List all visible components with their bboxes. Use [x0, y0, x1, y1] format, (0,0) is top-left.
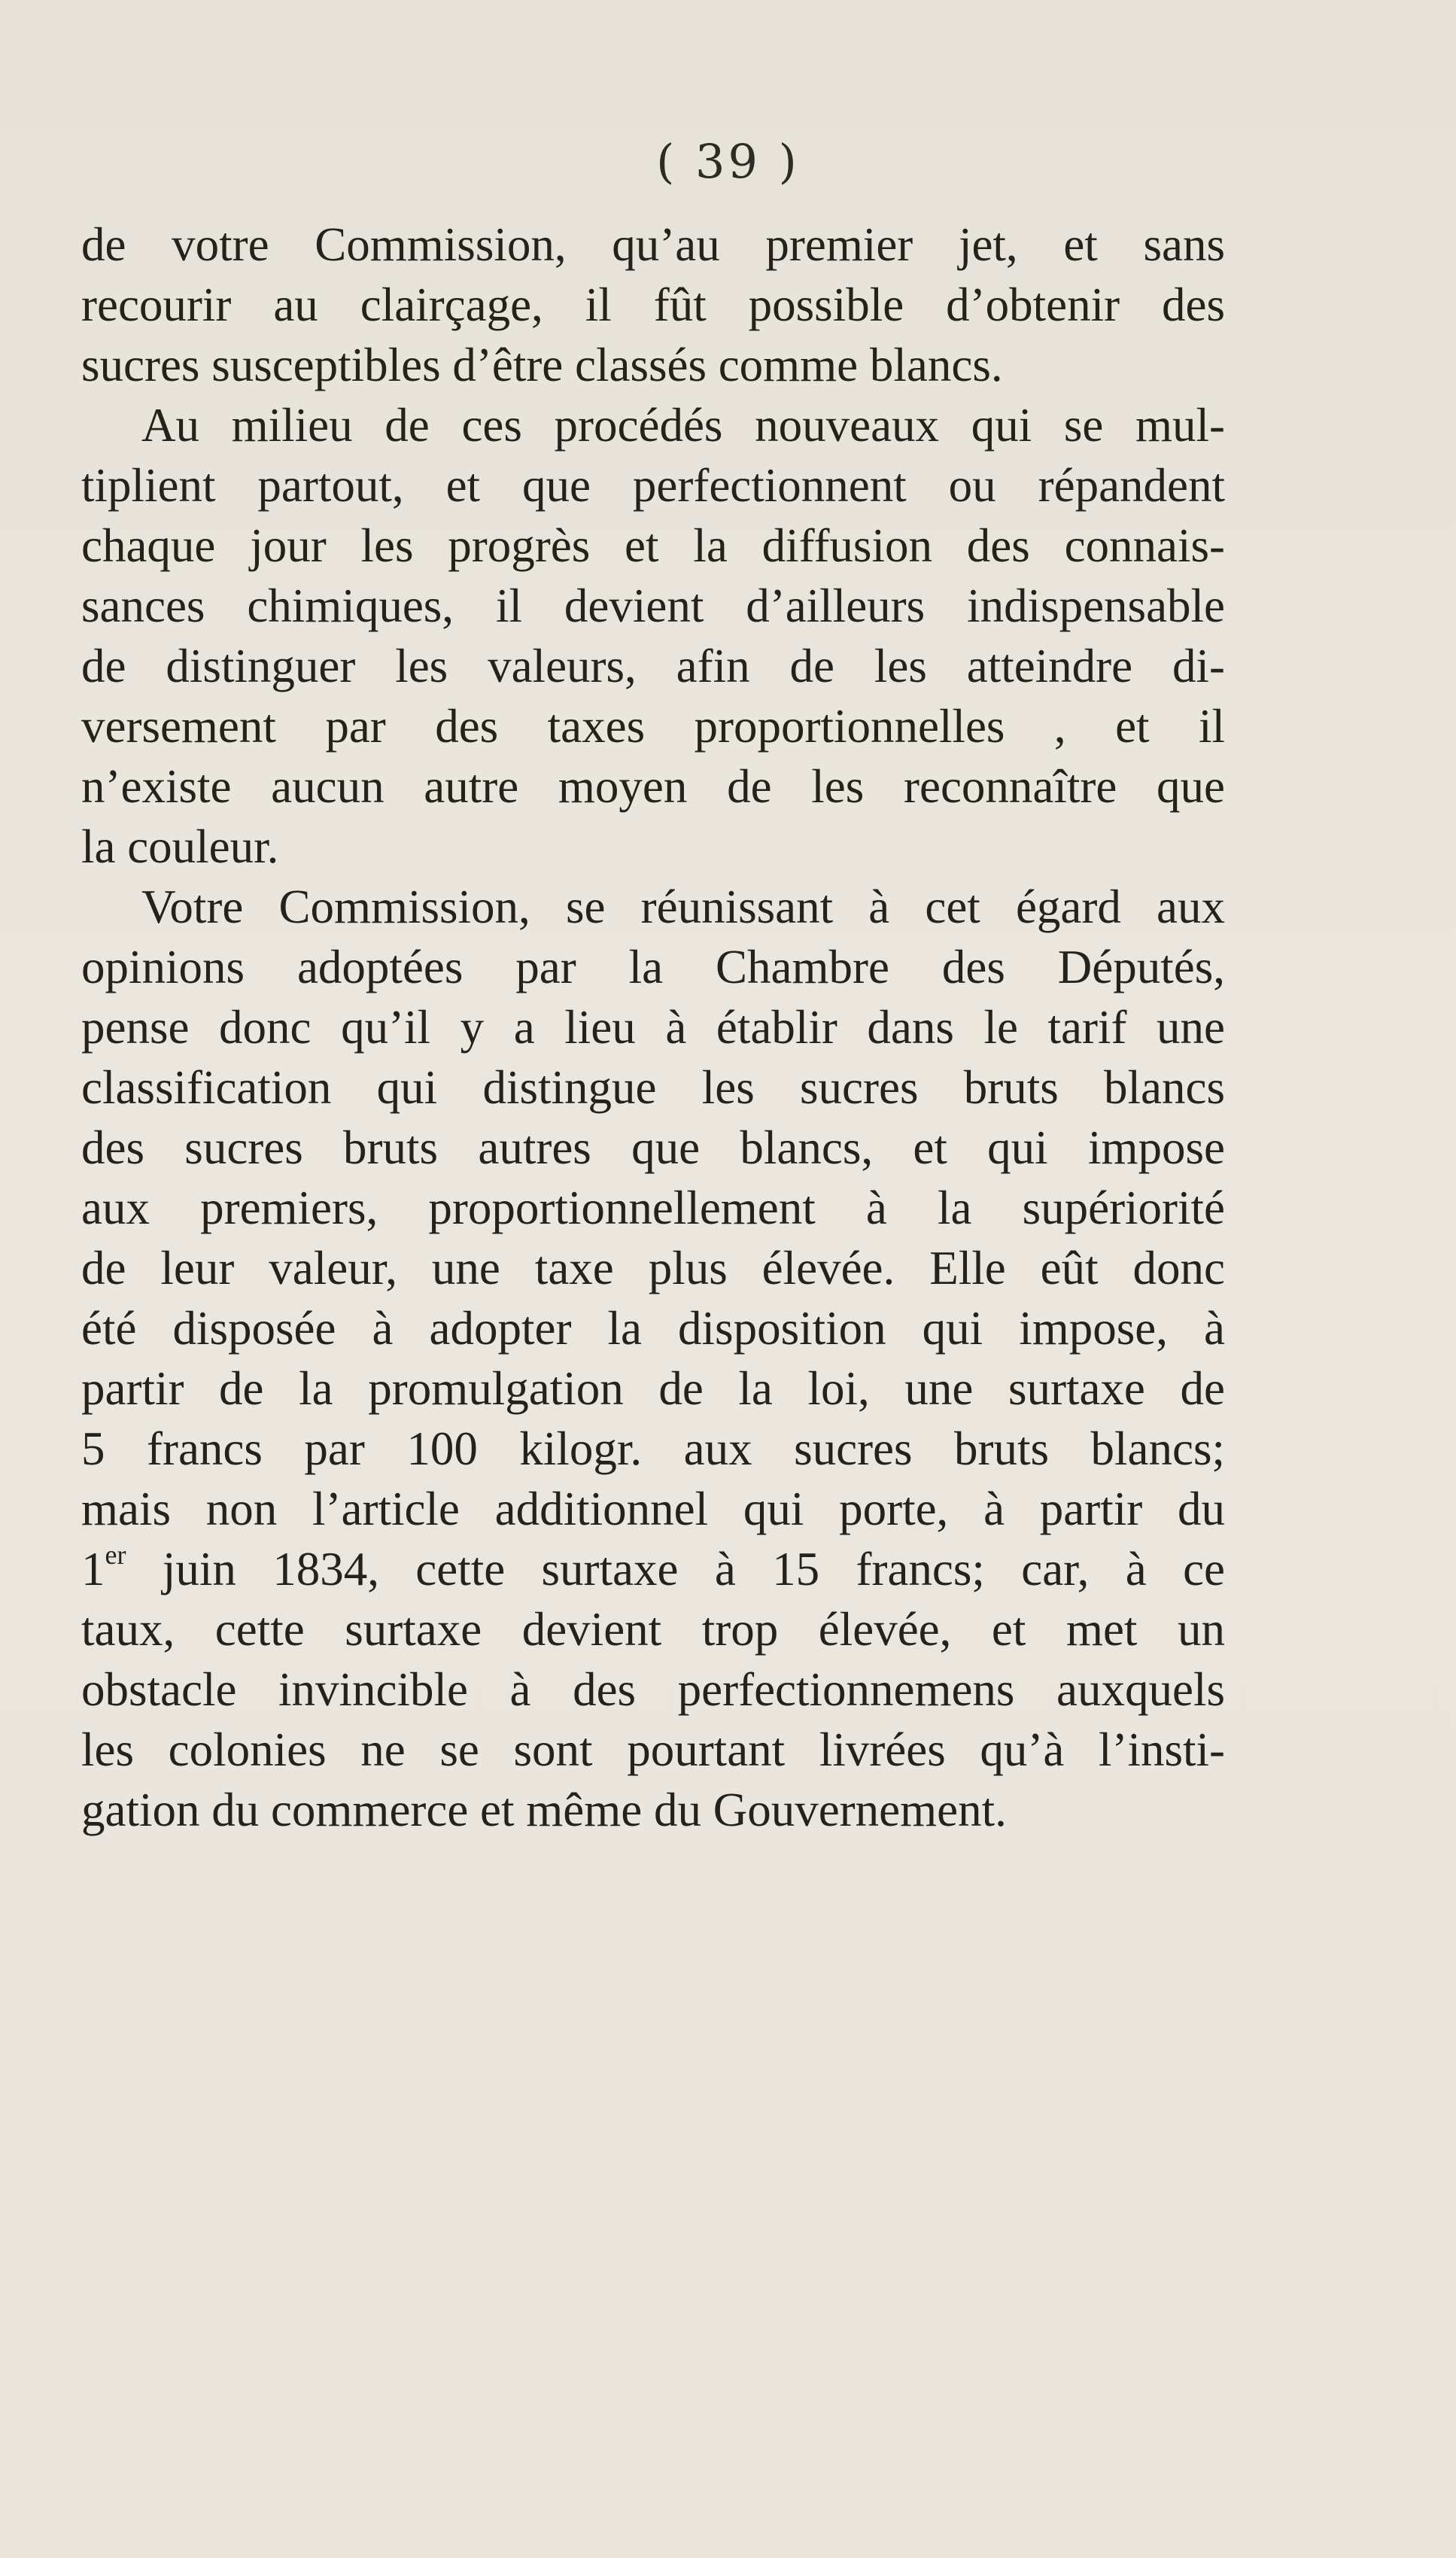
text-line: été disposée à adopter la disposition qui impose, à — [81, 1302, 1225, 1355]
text-line: pense donc qu’il y a lieu à établir dans le tarif une — [81, 1001, 1225, 1054]
text-line: opinions adoptées par la Chambre des Députés, — [81, 941, 1225, 993]
text-line: de votre Commission, qu’au premier jet, et sans — [81, 218, 1225, 271]
text-line: les colonies ne se sont pourtant livrées qu’à l’insti- — [81, 1723, 1225, 1776]
ordinal-superscript: er — [105, 1540, 126, 1570]
text-line: versement par des taxes proportionnelles , et il — [81, 700, 1225, 753]
text-line: la couleur. — [81, 820, 279, 873]
text-line: de leur valeur, une taxe plus élevée. Elle eût donc — [81, 1242, 1225, 1294]
text-line: aux premiers, proportionnellement à la supériorité — [81, 1182, 1225, 1234]
text-line: Votre Commission, se réunissant à cet égard aux — [141, 881, 1225, 933]
text-line: chaque jour les progrès et la diffusion des connais- — [81, 519, 1225, 572]
text-line: n’existe aucun autre moyen de les reconnaître que — [81, 760, 1225, 813]
text-line-continuation: juin 1834, cette surtaxe à 15 francs; car, à ce — [126, 1543, 1225, 1595]
text-line: partir de la promulgation de la loi, une surtaxe de — [81, 1362, 1225, 1415]
text-line: tiplient partout, et que perfectionnent ou répandent — [81, 459, 1225, 512]
text-line: gation du commerce et même du Gouvernement. — [81, 1784, 1007, 1836]
text-line: recourir au clairçage, il fût possible d’obtenir des — [81, 278, 1225, 331]
text-line: obstacle invincible à des perfectionnemens auxquels — [81, 1663, 1225, 1716]
text-line: sucres susceptibles d’être classés comme blancs. — [81, 339, 1003, 391]
text-line: sances chimiques, il devient d’ailleurs indispensable — [81, 579, 1225, 632]
text-line-superscript — [81, 1539, 1225, 1599]
text-line: mais non l’article additionnel qui porte, à partir du — [81, 1483, 1225, 1535]
text-line: classification qui distingue les sucres bruts blancs — [81, 1061, 1225, 1114]
text-line: de distinguer les valeurs, afin de les atteindre di- — [81, 640, 1225, 692]
page-number: ( 39 ) — [656, 134, 800, 189]
text-line: Au milieu de ces procédés nouveaux qui se mul- — [141, 399, 1225, 452]
body-text — [81, 214, 1225, 1840]
ordinal-number: 1 — [81, 1543, 105, 1595]
text-line: 5 francs par 100 kilogr. aux sucres bruts blancs; — [81, 1422, 1225, 1475]
text-line: des sucres bruts autres que blancs, et qui impose — [81, 1121, 1225, 1174]
text-line: taux, cette surtaxe devient trop élevée, et met un — [81, 1603, 1225, 1656]
